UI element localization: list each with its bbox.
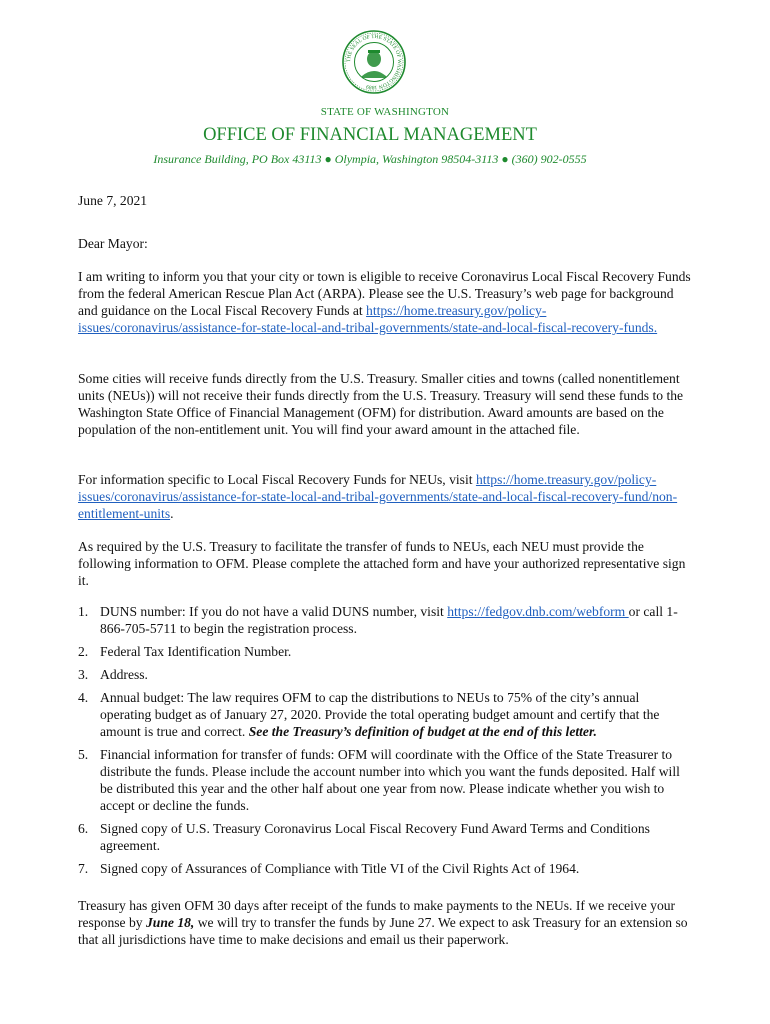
list-number: 5. [78,747,89,762]
list-number: 3. [78,667,89,682]
budget-definition-note: See the Treasury’s definition of budget at the end of this letter. [248,724,597,739]
duns-webform-link[interactable]: https://fedgov.dnb.com/webform [447,604,629,619]
list-number: 4. [78,690,89,705]
list-item [78,666,692,683]
paragraph-text: we will try to transfer the funds by June 27. We expect to ask Treasury for an extension so that all jurisdictions have time to make decisions and email us their paperwork. [78,915,688,947]
item-text: Signed copy of Assurances of Compliance with Title VI of the Civil Rights Act of 1964. [100,861,580,876]
state-seal [342,30,406,94]
list-number: 7. [78,861,89,876]
item-text: Annual budget: The law requires OFM to cap the distributions to NEUs to 75% of the city’s annual operating budget as of January 27, 2020. Provide the total operating budget amount and certify that the amount is true and correct. [100,690,660,739]
item-text: Address. [100,667,148,682]
list-number: 6. [78,821,89,836]
letter-date: June 7, 2021 [78,193,148,208]
item-text: DUNS number: If you do not have a valid DUNS number, visit [100,604,448,619]
state-name: STATE OF WASHINGTON [320,106,450,118]
list-item [78,689,692,740]
item-text: Signed copy of U.S. Treasury Coronavirus Local Fiscal Recovery Fund Award Terms and Conditions agreement. [100,821,650,853]
office-address: Insurance Building, PO Box 43113 ● Olympia, Washington 98504-3113 ● (360) 902-0555 [153,152,587,166]
paragraph-requirements-intro: As required by the U.S. Treasury to facilitate the transfer of funds to NEUs, each NEU must provide the following information to OFM. Please complete the attached form and have your authorized representative sign it. [78,539,686,588]
list-number: 2. [78,644,89,659]
paragraph-deadline [78,897,692,948]
neu-info-link[interactable]: https://home.treasury.gov/policy-issues/coronavirus/assistance-for-state-local-and-tribal-governments/state-and-local-fiscal-recovery-fund/non-entitlement-units [78,472,678,521]
paragraph-text: I am writing to inform you that your city or town is eligible to receive Coronavirus Local Fiscal Recovery Funds from the federal American Rescue Plan Act (ARPA). Please see the U.S. Treasury’s web page for background and guidance on the Local Fiscal Recovery Funds at [78,269,691,318]
item-text: or call 1-866-705-5711 to begin the registration process. [100,604,678,636]
item-text: Federal Tax Identification Number. [100,644,292,659]
paragraph-text: Treasury has given OFM 30 days after receipt of the funds to make payments to the NEUs. If we receive your response by [78,898,676,930]
list-item [78,860,692,877]
treasury-guidance-link[interactable]: https://home.treasury.gov/policy-issues/coronavirus/assistance-for-state-local-and-tribal-governments/state-and-local-fiscal-recovery-funds. [78,303,658,335]
requirements-list [78,603,692,883]
item-text: Financial information for transfer of funds: OFM will coordinate with the Office of the State Treasurer to distribute the funds. Please include the account number into which you want the funds deposited. Half will be distributed this year and the other half about one year from now. Please indicate whether you wish to accept or decline the funds. [100,747,680,813]
list-item [78,746,692,814]
list-item [78,820,692,854]
paragraph-neu-info [78,471,692,522]
deadline-date: June 18, [145,915,195,930]
paragraph-text: . [170,506,174,521]
list-number: 1. [78,604,89,619]
office-title: OFFICE OF FINANCIAL MANAGEMENT [203,125,537,145]
paragraph-eligibility [78,268,692,336]
list-item [78,603,692,637]
salutation: Dear Mayor: [78,236,148,251]
paragraph-text: For information specific to Local Fiscal Recovery Funds for NEUs, visit [78,472,476,487]
paragraph-distribution: Some cities will receive funds directly from the U.S. Treasury. Smaller cities and towns (called nonentitlement units (NEUs)) will not receive their funds directly from the U.S. Treasury. Treasury will send these funds to the Washington State Office of Financial Management (OFM) for distribution. Award amounts are based on the population of the non-entitlement unit. You will find your award amount in the attached file. [78,371,684,437]
list-item [78,643,692,660]
seal-text: THE SEAL OF THE STATE OF WASHINGTON 1889 [345,33,403,91]
